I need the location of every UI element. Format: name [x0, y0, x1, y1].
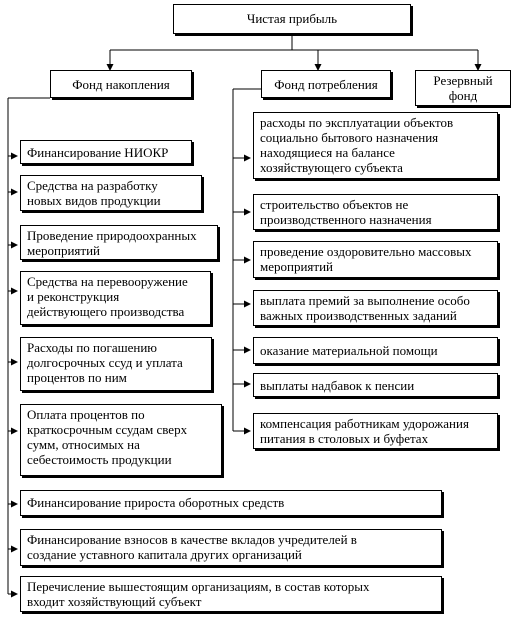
net-profit-box: Чистая прибыль	[173, 4, 411, 34]
accumulation-fund-box: Фонд накопления	[50, 70, 192, 98]
cons-item-4: выплата премий за выполнение особо важных производственных заданий	[253, 290, 498, 326]
acc-item-1: Финансирование НИОКР	[20, 140, 192, 164]
acc-wide-item-3: Перечисление вышестоящим организациям, в состав которых входит хозяйствующий субъект	[20, 576, 442, 612]
cons-item-3: проведение оздоровительно массовых мероприятий	[253, 241, 498, 278]
consumption-fund-box: Фонд потребления	[261, 70, 391, 98]
cons-item-5: оказание материальной помощи	[253, 337, 498, 364]
acc-item-5: Расходы по погашению долгосрочных ссуд и уплата процентов по ним	[20, 337, 212, 391]
cons-item-2: строительство объектов не производственного назначения	[253, 194, 498, 230]
acc-wide-item-1: Финансирование прироста оборотных средств	[20, 490, 442, 516]
acc-item-4: Средства на перевооружение и реконструкция действующего производства	[20, 271, 211, 325]
cons-item-6: выплаты надбавок к пенсии	[253, 373, 498, 397]
acc-wide-item-2: Финансирование взносов в качестве вкладов учредителей в создание уставного капитала других организаций	[20, 529, 442, 566]
acc-item-3: Проведение природоохранных мероприятий	[20, 225, 218, 260]
acc-item-2: Средства на разработку новых видов продукции	[20, 175, 202, 211]
reserve-fund-box: Резервный фонд	[415, 70, 511, 106]
cons-item-1: расходы по эксплуатации объектов социально бытового назначения находящиеся на балансе хозяйствующего субъекта	[253, 112, 498, 179]
cons-item-7: компенсация работникам удорожания питания в столовых и буфетах	[253, 413, 498, 449]
acc-item-6: Оплата процентов по краткосрочным ссудам сверх сумм, относимых на себестоимость продукции	[20, 404, 222, 476]
